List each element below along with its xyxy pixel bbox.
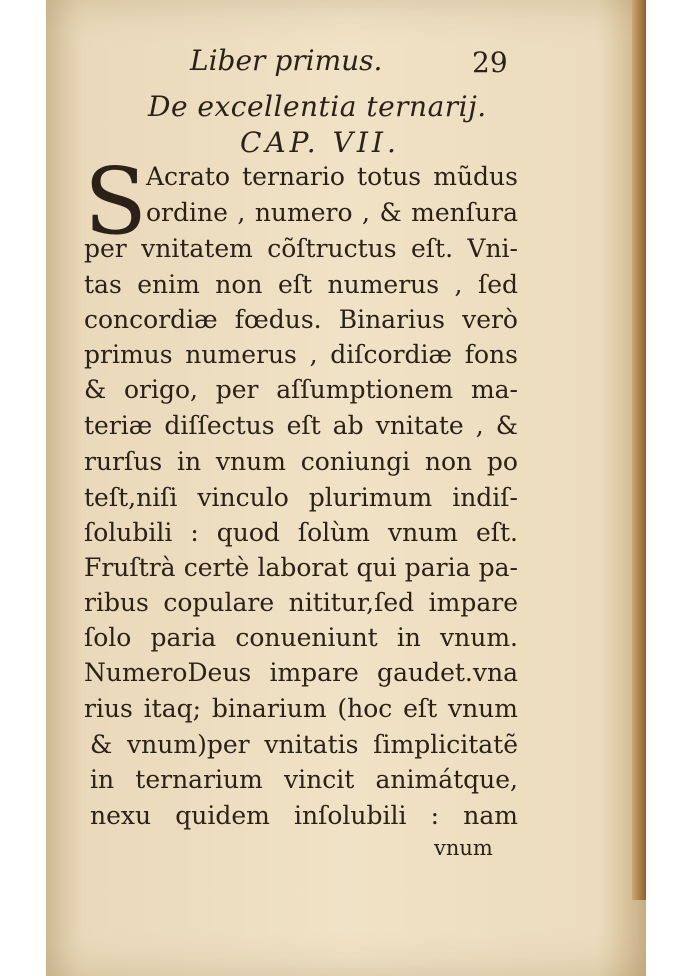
text-line: ſolubili : quod ſolùm vnum eſt. — [84, 518, 518, 547]
text-line: per vnitatem cõſtructus eſt. Vni- — [84, 234, 518, 263]
text-line: ſolo paria conueniunt in vnum. — [84, 623, 518, 652]
text-line: rurſus in vnum coniungi non po — [84, 447, 518, 476]
text-line: rius itaq; binarium (hoc eſt vnum — [84, 694, 518, 723]
chapter-number: CAP. VII. — [240, 126, 400, 159]
text-line: NumeroDeus impare gaudet.vna — [84, 658, 518, 687]
text-line: primus numerus , diſcordiæ fons — [84, 340, 518, 369]
text-line: tas enim non eſt numerus , ſed — [84, 270, 518, 299]
drop-cap-initial: S — [84, 148, 148, 255]
page-edge — [632, 0, 646, 900]
text-line: in ternarium vincit animátque, — [90, 765, 518, 794]
text-line: teſt,niſi vinculo plurimum indiſ- — [84, 483, 518, 512]
page-header — [0, 0, 690, 80]
chapter-title: De excellentia ternarij. — [148, 90, 487, 123]
running-head: Liber primus. — [190, 44, 383, 77]
page-number: 29 — [472, 46, 508, 79]
text-line: & origo, per aſſumptionem ma- — [84, 375, 518, 404]
text-line: ribus copulare nititur,ſed impare — [84, 588, 518, 617]
catchword: vnum — [434, 836, 493, 860]
text-line: Fruſtrà certè laborat qui paria pa- — [84, 553, 518, 582]
text-line: Acrato ternario totus mũdus — [146, 162, 518, 191]
text-line: nexu quidem inſolubili : nam — [90, 801, 518, 830]
text-line: ordine , numero , & menſura — [146, 198, 518, 227]
text-line: concordiæ fœdus. Binarius verò — [84, 305, 518, 334]
text-line: teriæ diſſectus eſt ab vnitate , & — [84, 411, 518, 440]
text-line: & vnum)per vnitatis ſimplicitatẽ — [90, 730, 518, 759]
